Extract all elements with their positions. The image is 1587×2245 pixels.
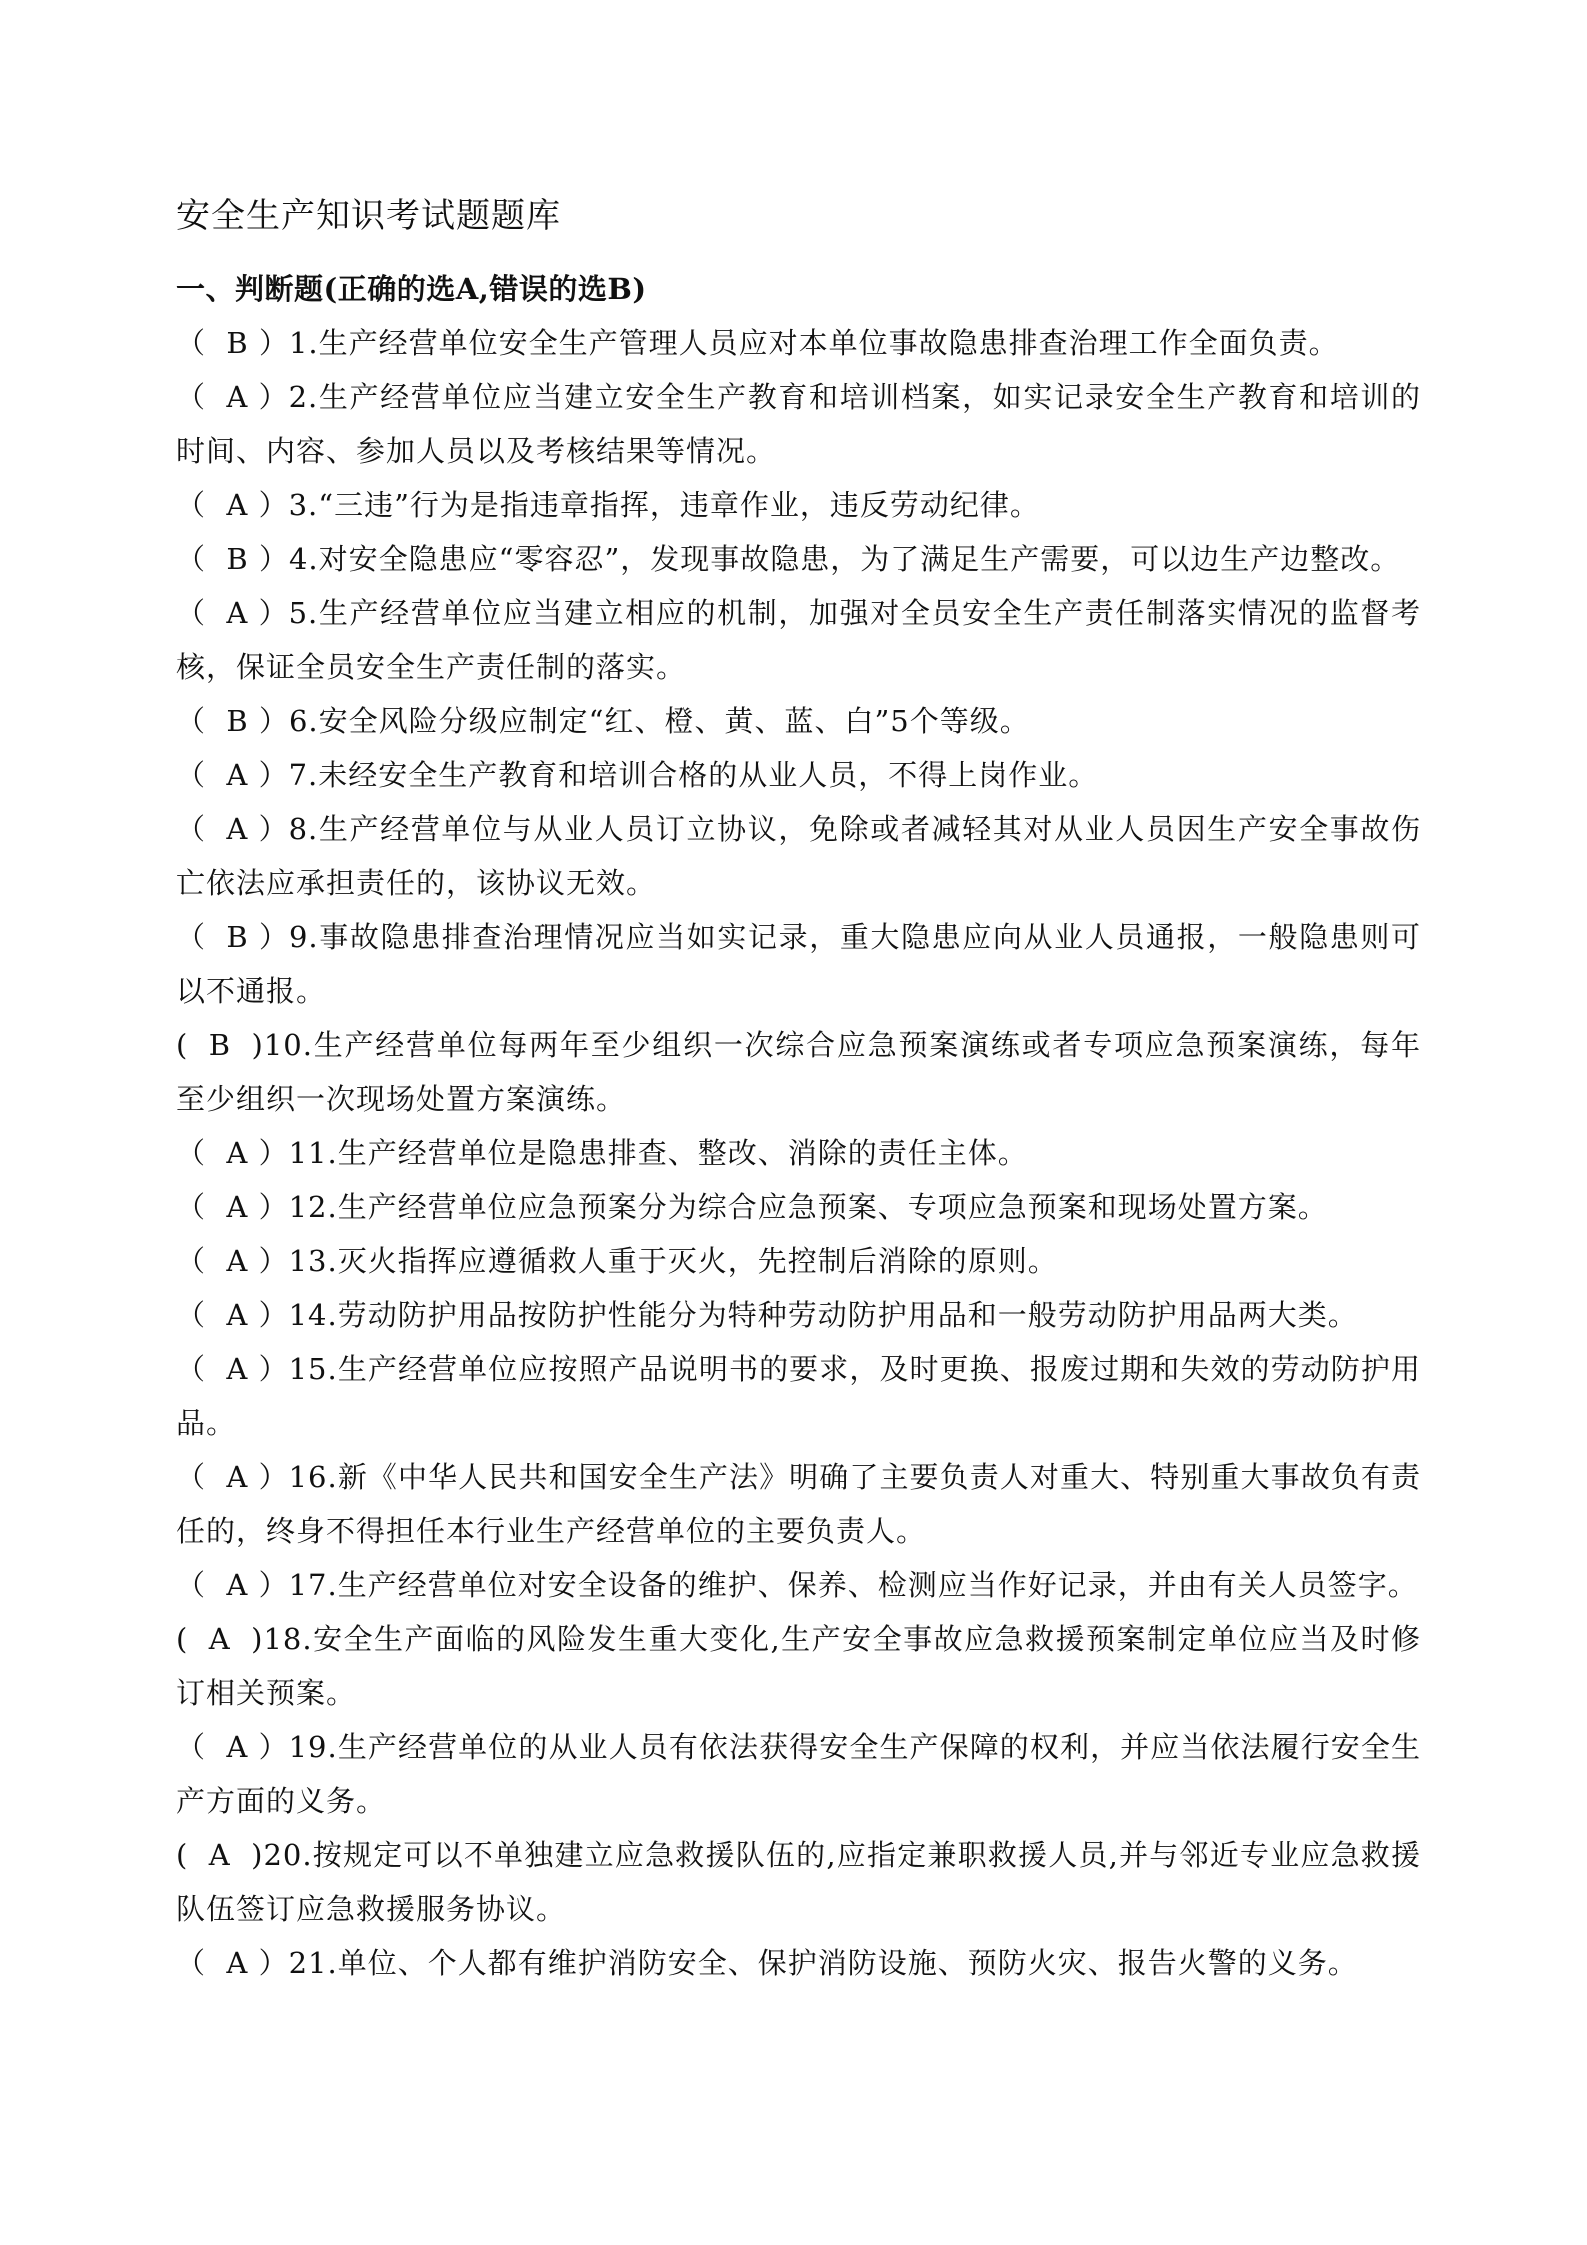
question-number: 13. [288,1244,338,1278]
question-number: 7. [288,758,319,792]
question-item [176,532,1421,586]
section-heading: 一、判断题(正确的选A,错误的选B) [176,272,647,306]
question-item [176,1018,1421,1126]
question-number: 16. [288,1460,338,1494]
question-text: 安全生产面临的风险发生重大变化,生产安全事故应急救援预案制定单位应当及时修订相关预案。 [176,1622,1421,1710]
question-number: 17. [288,1568,338,1602]
question-text: “三违”行为是指违章指挥，违章作业，违反劳动纪律。 [318,488,1040,522]
question-answer: ( A ) [176,1838,264,1872]
question-item [176,478,1421,532]
question-text: 按规定可以不单独建立应急救援队伍的,应指定兼职救援人员,并与邻近专业应急救援队伍签订应急救援服务协议。 [176,1838,1421,1926]
question-text: 新《中华人民共和国安全生产法》明确了主要负责人对重大、特别重大事故负有责任的，终身不得担任本行业生产经营单位的主要负责人。 [176,1460,1421,1548]
question-text: 安全风险分级应制定“红、橙、黄、蓝、白”5个等级。 [318,704,1030,738]
question-text: 生产经营单位应当建立相应的机制，加强对全员安全生产责任制落实情况的监督考核，保证全员安全生产责任制的落实。 [176,596,1421,684]
question-item [176,586,1421,694]
question-number: 1. [288,326,319,360]
question-text: 未经安全生产教育和培训合格的从业人员，不得上岗作业。 [318,758,1099,792]
question-number: 19. [288,1730,338,1764]
document-title: 安全生产知识考试题题库 [176,196,561,236]
question-item [176,1936,1421,1990]
question-answer: ( A ) [176,1622,264,1656]
question-text: 生产经营单位安全生产管理人员应对本单位事故隐患排查治理工作全面负责。 [318,326,1339,360]
question-text: 事故隐患排查治理情况应当如实记录，重大隐患应向从业人员通报，一般隐患则可以不通报。 [176,920,1421,1008]
question-answer: （ A ） [176,380,289,414]
question-item [176,1720,1421,1828]
question-number: 20. [263,1838,313,1872]
question-answer: （ A ） [176,1244,289,1278]
question-answer: ( B ) [176,1028,264,1062]
question-text: 生产经营单位应当建立安全生产教育和培训档案，如实记录安全生产教育和培训的时间、内容、参加人员以及考核结果等情况。 [176,380,1421,468]
question-answer: （ B ） [176,542,289,576]
document-page [176,190,1421,1990]
question-item [176,1612,1421,1720]
question-text: 生产经营单位的从业人员有依法获得安全生产保障的权利，并应当依法履行安全生产方面的义务。 [176,1730,1421,1818]
question-item [176,694,1421,748]
question-item [176,1828,1421,1936]
question-number: 8. [288,812,319,846]
question-answer: （ A ） [176,488,289,522]
question-number: 11. [288,1136,338,1170]
question-text: 生产经营单位每两年至少组织一次综合应急预案演练或者专项应急预案演练，每年至少组织一次现场处置方案演练。 [176,1028,1421,1116]
question-answer: （ A ） [176,1460,289,1494]
question-item [176,748,1421,802]
question-item [176,370,1421,478]
question-number: 14. [288,1298,338,1332]
question-item [176,1234,1421,1288]
question-number: 5. [288,596,319,630]
question-item [176,1126,1421,1180]
question-item [176,1288,1421,1342]
question-text: 灭火指挥应遵循救人重于灭火，先控制后消除的原则。 [337,1244,1058,1278]
question-text: 劳动防护用品按防护性能分为特种劳动防护用品和一般劳动防护用品两大类。 [337,1298,1358,1332]
question-answer: （ B ） [176,326,289,360]
question-answer: （ A ） [176,1946,289,1980]
question-answer: （ A ） [176,1190,289,1224]
question-number: 10. [263,1028,313,1062]
question-answer: （ A ） [176,758,289,792]
question-text: 生产经营单位对安全设备的维护、保养、检测应当作好记录，并由有关人员签字。 [337,1568,1418,1602]
question-text: 对安全隐患应“零容忍”，发现事故隐患，为了满足生产需要，可以边生产边整改。 [318,542,1401,576]
question-number: 2. [288,380,319,414]
question-text: 生产经营单位是隐患排查、整改、消除的责任主体。 [337,1136,1028,1170]
question-answer: （ B ） [176,920,289,954]
question-answer: （ A ） [176,1298,289,1332]
question-answer: （ A ） [176,1136,289,1170]
question-item [176,1558,1421,1612]
question-item [176,802,1421,910]
question-answer: （ A ） [176,812,289,846]
question-answer: （ B ） [176,704,289,738]
question-text: 生产经营单位与从业人员订立协议，免除或者减轻其对从业人员因生产安全事故伤亡依法应承担责任的，该协议无效。 [176,812,1421,900]
question-number: 9. [288,920,319,954]
question-number: 3. [288,488,319,522]
question-answer: （ A ） [176,1352,289,1386]
question-text: 生产经营单位应按照产品说明书的要求，及时更换、报废过期和失效的劳动防护用品。 [176,1352,1421,1440]
question-number: 18. [263,1622,313,1656]
question-answer: （ A ） [176,1568,289,1602]
question-answer: （ A ） [176,596,289,630]
question-number: 4. [288,542,319,576]
question-text: 单位、个人都有维护消防安全、保护消防设施、预防火灾、报告火警的义务。 [337,1946,1358,1980]
question-number: 12. [288,1190,338,1224]
question-number: 6. [288,704,319,738]
question-number: 21. [288,1946,338,1980]
question-item [176,1180,1421,1234]
question-text: 生产经营单位应急预案分为综合应急预案、专项应急预案和现场处置方案。 [337,1190,1328,1224]
question-item [176,1450,1421,1558]
question-answer: （ A ） [176,1730,289,1764]
question-item [176,316,1421,370]
question-item [176,1342,1421,1450]
question-number: 15. [288,1352,338,1386]
question-item [176,910,1421,1018]
